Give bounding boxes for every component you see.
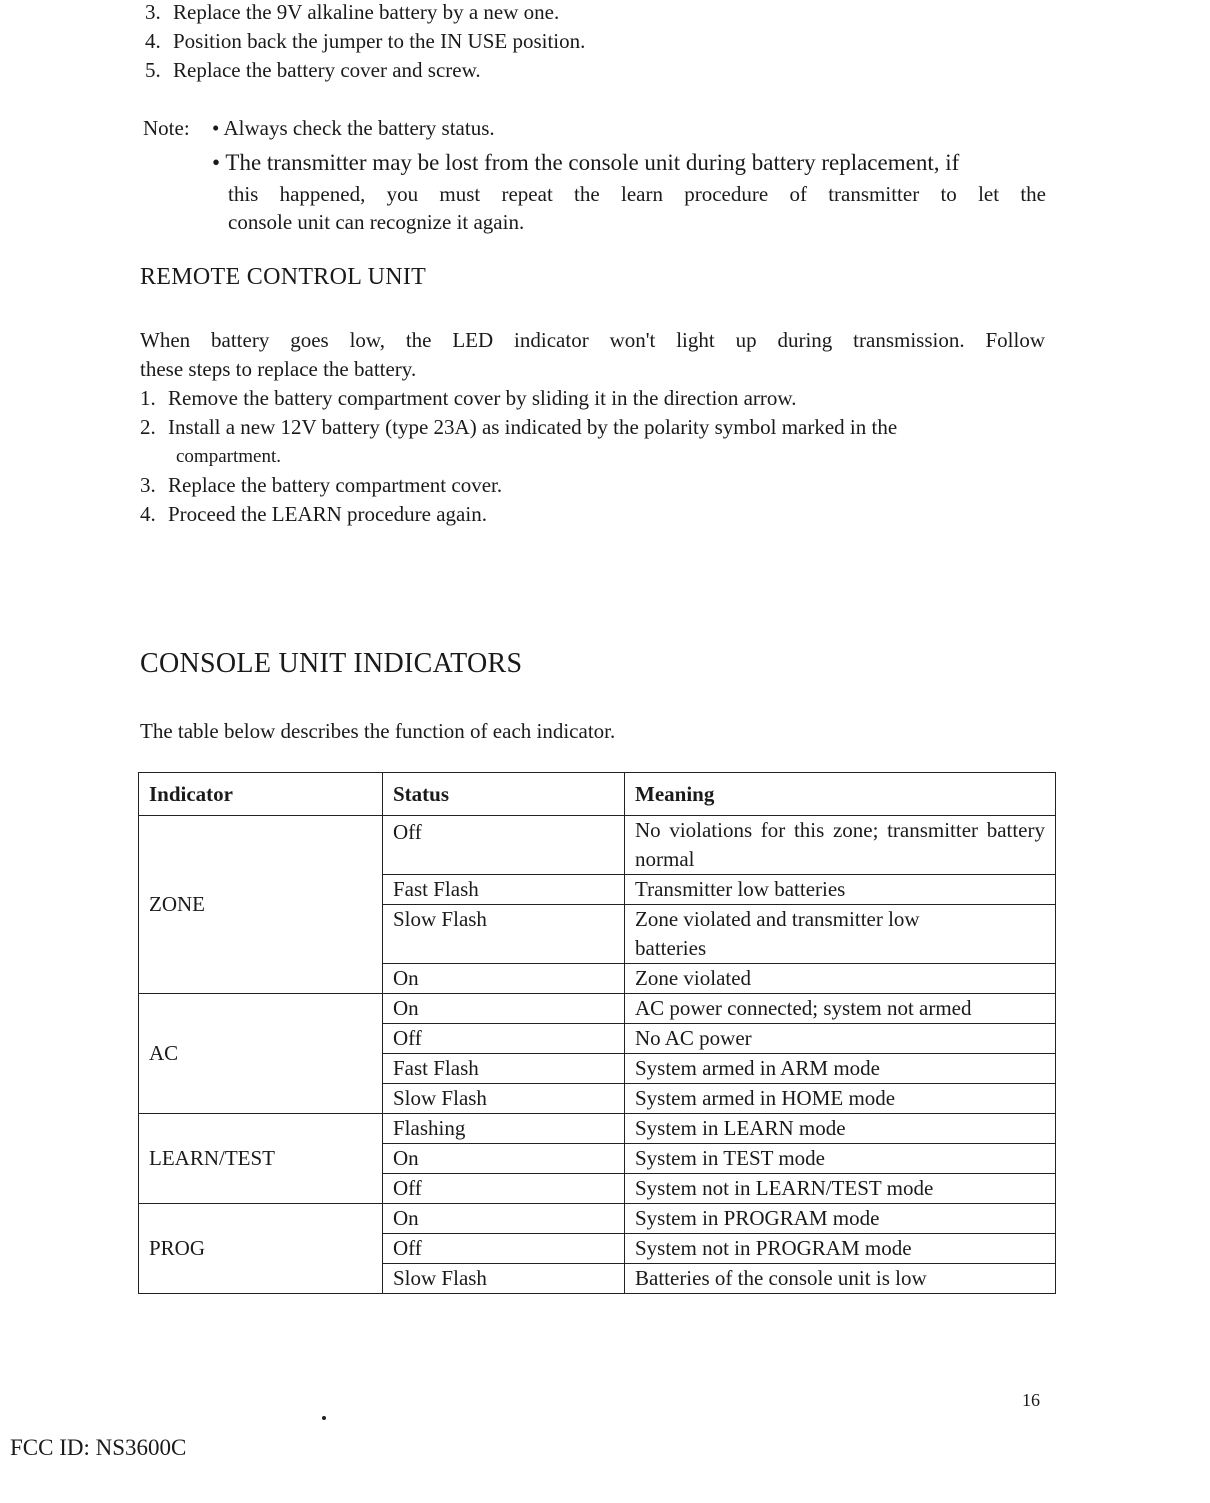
- meaning-cell: No violations for this zone; transmitter battery normal: [625, 816, 1056, 875]
- meaning-cell: System in TEST mode: [625, 1144, 1056, 1174]
- remote-step-list: [140, 384, 897, 529]
- status-cell: Off: [383, 1174, 625, 1204]
- meaning-cell: No AC power: [625, 1024, 1056, 1054]
- step-text: Install a new 12V battery (type 23A) as indicated by the polarity symbol marked in the: [168, 415, 898, 439]
- step-text: Proceed the LEARN procedure again.: [168, 502, 487, 526]
- list-item: [145, 0, 585, 27]
- step-text: Remove the battery compartment cover by sliding it in the direction arrow.: [168, 386, 797, 410]
- step-number: 2.: [140, 415, 156, 439]
- status-cell: On: [383, 994, 625, 1024]
- remote-intro-line-2: these steps to replace the battery.: [140, 357, 417, 381]
- step-number: 3.: [140, 473, 156, 497]
- page-number: 16: [1022, 1390, 1040, 1410]
- status-cell: Off: [383, 1234, 625, 1264]
- note-bullet-1: [212, 114, 495, 143]
- indicator-zone: ZONE: [139, 816, 383, 994]
- status-cell: On: [383, 1204, 625, 1234]
- meaning-cell: Batteries of the console unit is low: [625, 1264, 1056, 1294]
- status-cell: Slow Flash: [383, 1264, 625, 1294]
- console-intro: The table below describes the function of each indicator.: [140, 719, 616, 743]
- status-cell: Flashing: [383, 1114, 625, 1144]
- bullet-icon: •: [212, 150, 221, 175]
- status-cell: Off: [383, 816, 625, 875]
- step-number: 4.: [145, 29, 161, 53]
- note-bullet-2-line-2: this happened, you must repeat the learn procedure of transmitter to let the: [228, 182, 1046, 206]
- table-row: [139, 1204, 1056, 1234]
- meaning-cell: System armed in HOME mode: [625, 1084, 1056, 1114]
- console-heading: CONSOLE UNIT INDICATORS: [140, 648, 523, 679]
- status-cell: On: [383, 964, 625, 994]
- note-bullet-2: [212, 148, 959, 177]
- list-item: [140, 413, 897, 442]
- list-item: [140, 384, 897, 413]
- indicator-table: [138, 772, 1056, 1294]
- meaning-cell: Zone violated: [625, 964, 1056, 994]
- note-label: Note:: [143, 116, 190, 140]
- indicator-ac: AC: [139, 994, 383, 1114]
- indicator-learn-test: LEARN/TEST: [139, 1114, 383, 1204]
- indicator-prog: PROG: [139, 1204, 383, 1294]
- step-number: 3.: [145, 0, 161, 24]
- header-meaning: Meaning: [625, 773, 1056, 816]
- status-cell: Slow Flash: [383, 905, 625, 964]
- status-cell: Off: [383, 1024, 625, 1054]
- step-number: 4.: [140, 502, 156, 526]
- step-text: compartment.: [176, 446, 281, 467]
- step-number: 1.: [140, 386, 156, 410]
- table-row: [139, 816, 1056, 875]
- stray-mark: [322, 1416, 326, 1420]
- step-text: Replace the battery cover and screw.: [173, 58, 481, 82]
- status-cell: Fast Flash: [383, 1054, 625, 1084]
- intro-step-list: [145, 0, 585, 85]
- status-cell: Fast Flash: [383, 875, 625, 905]
- header-indicator: Indicator: [139, 773, 383, 816]
- table-header-row: [139, 773, 1056, 816]
- table-row: [139, 994, 1056, 1024]
- fcc-id: FCC ID: NS3600C: [10, 1435, 187, 1460]
- status-cell: Slow Flash: [383, 1084, 625, 1114]
- header-status: Status: [383, 773, 625, 816]
- note-bullet-2-line-3: console unit can recognize it again.: [228, 210, 525, 234]
- remote-heading: REMOTE CONTROL UNIT: [140, 264, 427, 290]
- table-row: [139, 1114, 1056, 1144]
- remote-intro-line-1: When battery goes low, the LED indicator won't light up during transmission. Follow: [140, 328, 1045, 352]
- list-item: [140, 471, 897, 500]
- step-number: 5.: [145, 58, 161, 82]
- step-text: Position back the jumper to the IN USE position.: [173, 29, 586, 53]
- list-item: [140, 442, 897, 471]
- step-text: Replace the battery compartment cover.: [168, 473, 503, 497]
- meaning-cell: System not in LEARN/TEST mode: [625, 1174, 1056, 1204]
- list-item: [145, 56, 585, 85]
- meaning-cell: Zone violated and transmitter low batteries: [625, 905, 1056, 964]
- note-bullet-1-text: Always check the battery status.: [223, 116, 495, 140]
- step-text: Replace the 9V alkaline battery by a new one.: [173, 0, 560, 24]
- meaning-cell: System armed in ARM mode: [625, 1054, 1056, 1084]
- meaning-cell: AC power connected; system not armed: [625, 994, 1056, 1024]
- meaning-cell: System not in PROGRAM mode: [625, 1234, 1056, 1264]
- meaning-cell: System in LEARN mode: [625, 1114, 1056, 1144]
- list-item: [145, 27, 585, 56]
- meaning-cell: System in PROGRAM mode: [625, 1204, 1056, 1234]
- note-bullet-2-line-1: The transmitter may be lost from the console unit during battery replacement, if: [225, 150, 960, 175]
- meaning-cell: Transmitter low batteries: [625, 875, 1056, 905]
- list-item: [140, 500, 897, 529]
- status-cell: On: [383, 1144, 625, 1174]
- bullet-icon: •: [212, 116, 220, 140]
